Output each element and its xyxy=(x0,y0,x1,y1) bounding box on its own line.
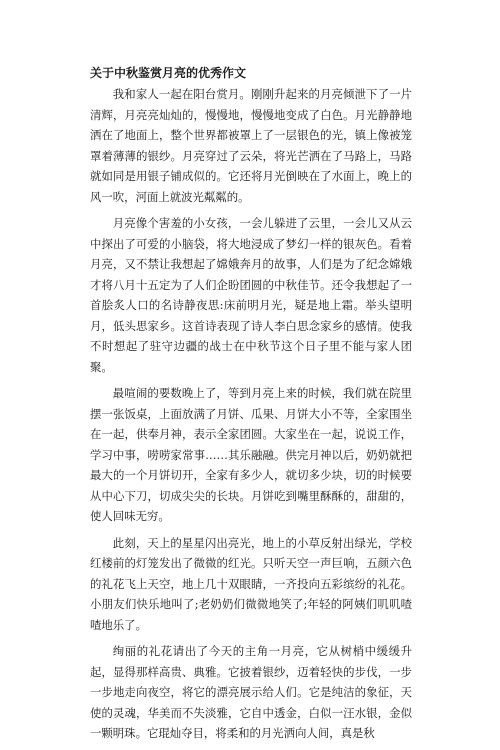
paragraph-shy-moon: 月亮像个害羞的小女孩，一会儿躲进了云里，一会儿又从云中探出了可爱的小脑袋，将大地浸成了梦幻一样的银灰色。看着月亮，又不禁让我想起了嫦娥奔月的故事，人们是为了纪念嫦娥才将八月十五定为了人们企盼团圆的中秋佳节。还令我想起了一首脍炙人口的名诗静夜思:床前明月光，疑是地上霜。举头望明月，低头思家乡。这首诗表现了诗人李白思念家乡的感情。使我不时想起了驻守边疆的战士在中秋节这个日子里不能与家人团聚。 xyxy=(90,216,412,374)
paragraph-moon-rising: 绚丽的礼花请出了今天的主角一月亮，它从树梢中缓缓升起，显得那样高贵、典雅。它披着银纱，迈着轻快的步伐，一步一步地走向夜空，将它的漂亮展示给人们。它是纯洁的象征，天使的灵魂，华美而不失淡雅，它自中透金，白似一汪水银，金似一颗明珠。它琨灿夺目，将柔和的月光洒向人间，真是秋 xyxy=(90,644,412,740)
paragraph-fireworks: 此刻，天上的星星闪出亮光，地上的小草反射出绿光，学校红楼前的灯笼发出了微微的红光。只听天空一声巨响，五颜六色的礼花飞上天空，地上几十双眼睛，一齐投向五彩缤纷的礼花。小朋友们快乐地叫了;老奶奶们微微地笑了;年轻的阿姨们叽叽喳喳地乐了。 xyxy=(90,535,412,632)
paragraph-moon-viewing: 我和家人一起在阳台赏月。刚刚升起来的月亮倾泄下了一片清辉，月亮亮灿灿的，慢慢地，慢慢地变成了白色。月光静静地洒在了地面上，整个世界都被罩上了一层银色的光，镇上像被笼罩着薄薄的银纱。月亮穿过了云朵，将光芒洒在了马路上，马路就如同是用银子铺成似的。它还将月光倒映在了水面上，晚上的风一吹，河面上就波光粼粼的。 xyxy=(90,87,412,204)
document-body xyxy=(90,84,412,750)
document-title: 关于中秋鉴赏月亮的优秀作文 xyxy=(90,66,247,80)
paragraph-family-dinner: 最喧闹的要数晚上了，等到月亮上来的时候，我们就在院里摆一张饭桌，上面放满了月饼、瓜果、月饼大小不等，全家围坐在一起，供奉月神，表示全家团圆。大家坐在一起，说说工作，学习中事，唠唠家常事……其乐融融。供完月神以后，奶奶就把最大的一个月饼切开，全家有多少人，就切多少块，切的时候要从中心下刀，切成尖尖的长块。月饼吃到嘴里酥酥的，甜甜的，使人回味无穷。 xyxy=(90,386,412,523)
